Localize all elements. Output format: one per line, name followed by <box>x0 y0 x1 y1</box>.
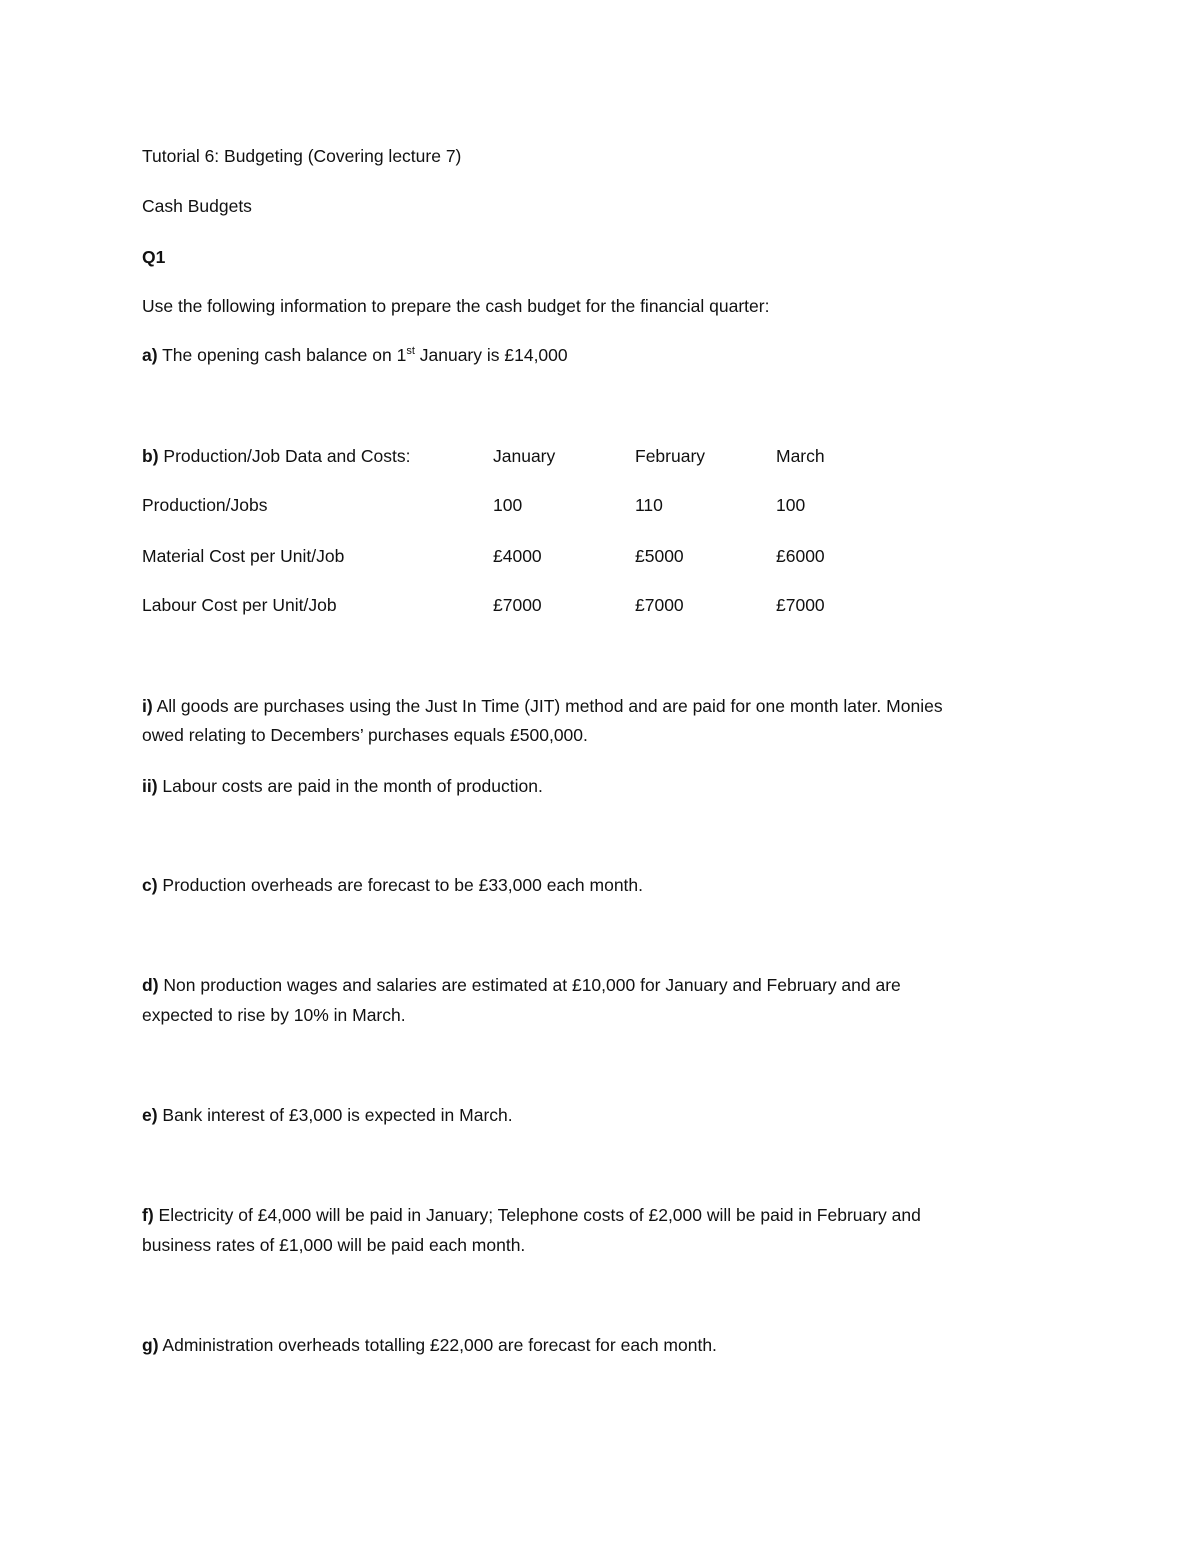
section-heading: Cash Budgets <box>142 196 252 216</box>
item-f-line-2: business rates of £1,000 will be paid each month. <box>142 1235 526 1255</box>
item-d-text: Non production wages and salaries are estimated at £10,000 for January and February and are <box>158 975 901 995</box>
item-ii-label: ii) <box>142 776 158 796</box>
item-i-line-2: owed relating to Decembers’ purchases equals £500,000. <box>142 725 588 745</box>
intro-text: Use the following information to prepare the cash budget for the financial quarter: <box>142 296 770 316</box>
question-label: Q1 <box>142 247 166 267</box>
table-cell: 110 <box>635 495 663 515</box>
item-c <box>142 874 643 896</box>
column-header-march: March <box>776 446 825 466</box>
item-a <box>142 344 568 366</box>
item-i-text: All goods are purchases using the Just In Time (JIT) method and are paid for one month later. Monies <box>152 696 943 716</box>
item-c-text: Production overheads are forecast to be £33,000 each month. <box>157 875 644 895</box>
column-header-february: February <box>635 446 706 466</box>
item-c-label: c) <box>142 875 158 895</box>
item-f-line-1 <box>142 1204 921 1226</box>
item-b-label: b) <box>142 446 159 466</box>
table-cell: £7000 <box>776 595 825 615</box>
row-label-production-jobs: Production/Jobs <box>142 495 268 515</box>
item-f-text: Electricity of £4,000 will be paid in January; Telephone costs of £2,000 will be paid in February and <box>153 1205 921 1225</box>
table-heading-text: Production/Job Data and Costs: <box>158 446 411 466</box>
page-title: Tutorial 6: Budgeting (Covering lecture 7) <box>142 146 462 166</box>
item-a-text-after: January is £14,000 <box>414 345 568 365</box>
item-a-text-before: The opening cash balance on 1 <box>157 345 407 365</box>
item-g-label: g) <box>142 1335 159 1355</box>
item-i-label: i) <box>142 696 153 716</box>
item-g-text: Administration overheads totalling £22,000 are forecast for each month. <box>158 1335 717 1355</box>
item-a-superscript: st <box>406 345 415 357</box>
table-heading <box>142 445 410 467</box>
table-cell: 100 <box>776 495 806 515</box>
item-f-label: f) <box>142 1205 154 1225</box>
row-label-material-cost: Material Cost per Unit/Job <box>142 546 345 566</box>
table-cell: £5000 <box>635 546 684 566</box>
table-cell: 100 <box>493 495 523 515</box>
item-d-line-1 <box>142 974 901 996</box>
item-ii-text: Labour costs are paid in the month of production. <box>157 776 543 796</box>
item-i-line-1 <box>142 695 943 717</box>
table-cell: £7000 <box>493 595 542 615</box>
item-e-text: Bank interest of £3,000 is expected in March. <box>157 1105 513 1125</box>
item-ii <box>142 775 543 797</box>
item-d-label: d) <box>142 975 159 995</box>
item-d-line-2: expected to rise by 10% in March. <box>142 1005 406 1025</box>
table-cell: £4000 <box>493 546 542 566</box>
item-e-label: e) <box>142 1105 158 1125</box>
item-a-label: a) <box>142 345 158 365</box>
table-cell: £7000 <box>635 595 684 615</box>
item-e <box>142 1104 513 1126</box>
table-cell: £6000 <box>776 546 825 566</box>
column-header-january: January <box>493 446 556 466</box>
item-g <box>142 1334 717 1356</box>
row-label-labour-cost: Labour Cost per Unit/Job <box>142 595 337 615</box>
